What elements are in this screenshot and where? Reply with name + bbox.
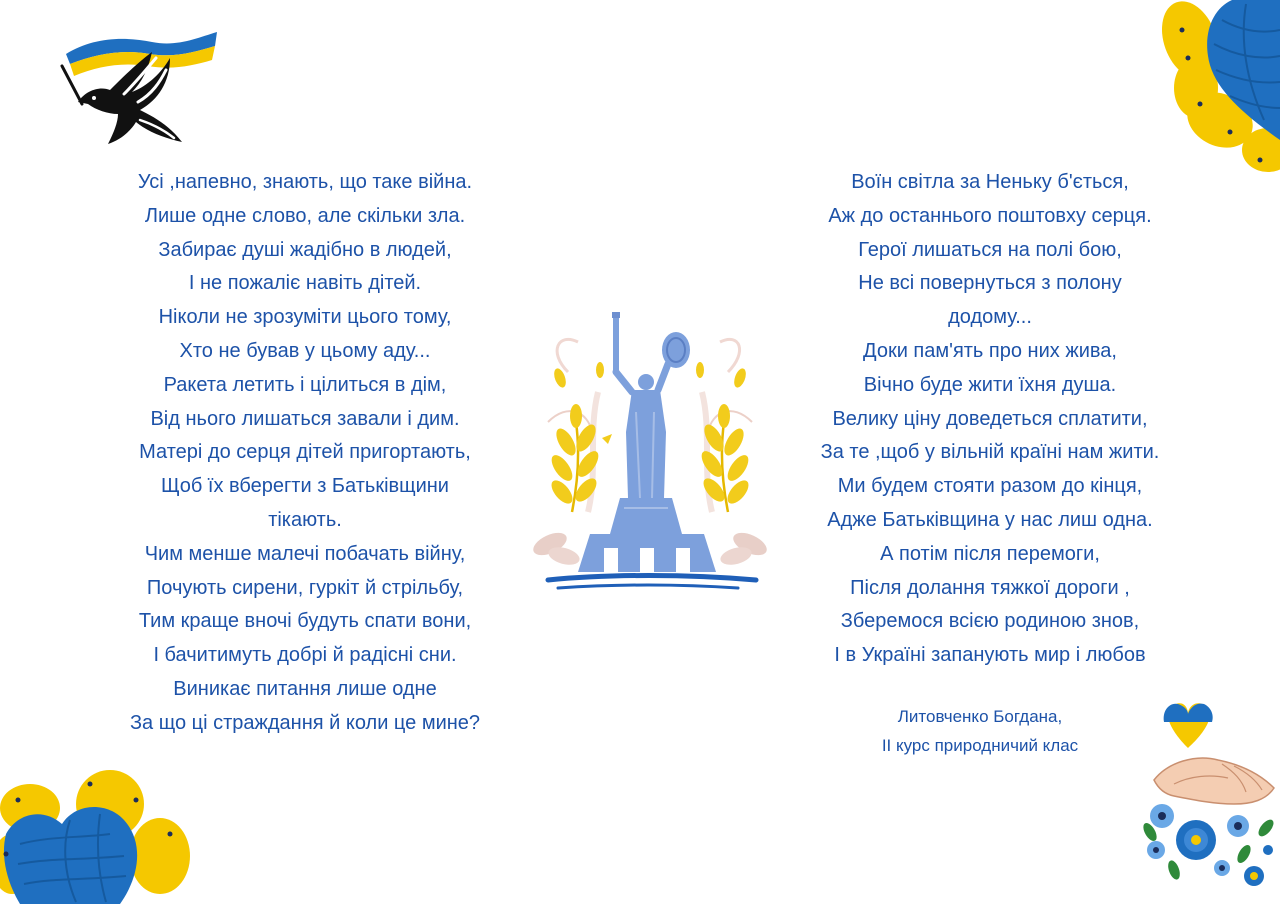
- signature: [820, 702, 1140, 760]
- dove-with-flag-icon: [52, 24, 227, 154]
- poem-line: Не всі повернуться з полону: [858, 272, 1122, 295]
- poem-line: І в Україні запанують мир і любов: [834, 644, 1146, 667]
- yarn-heart-icon: [0, 764, 190, 904]
- poem-line: Забирає душі жадібно в людей,: [158, 238, 452, 261]
- author-class: ІІ курс природничий клас: [881, 736, 1079, 755]
- hands-holding-heart-icon: [1134, 700, 1280, 890]
- poem-left: [60, 166, 550, 741]
- poem-line: Хто не бував у цьому аду...: [179, 339, 431, 362]
- poem-line: Герої лишаться на полі бою,: [858, 238, 1122, 261]
- poem-line: Чим менше малечі побачать війну,: [144, 542, 466, 565]
- poem-line: Виникає питання лише одне: [173, 677, 437, 700]
- poem-line: Доки пам'ять про них жива,: [863, 339, 1117, 362]
- poem-line: За що ці страждання й коли це мине?: [129, 711, 481, 734]
- poem-line: Матері до серця дітей пригортають,: [139, 441, 471, 464]
- poem-line: Почують сирени, гуркіт й стрільбу,: [146, 576, 464, 599]
- poem-line: Після долання тяжкої дороги ,: [850, 576, 1130, 599]
- poem-line: Зберемося всією родиною знов,: [840, 610, 1140, 633]
- poem-line: додому...: [948, 306, 1032, 329]
- motherland-monument-icon: [528, 312, 772, 594]
- poem-line: тікають.: [268, 508, 342, 531]
- poem-line: Усі ,напевно, знають, що таке війна.: [137, 171, 473, 193]
- poem-line: За те ,щоб у вільній країні нам жити.: [820, 441, 1160, 464]
- poem-line: Лише одне слово, але скільки зла.: [144, 204, 466, 227]
- poem-line: Велику ціну доведеться сплатити,: [832, 407, 1148, 430]
- poem-line: Від нього лишаться завали і дим.: [150, 407, 460, 430]
- poem-line: А потім після перемоги,: [880, 542, 1100, 565]
- poem-line: Ніколи не зрозуміти цього тому,: [158, 306, 452, 329]
- yarn-heart-icon: [1160, 0, 1280, 172]
- poem-line: Вічно буде жити їхня душа.: [863, 373, 1117, 396]
- author-name: Литовченко Богдана,: [897, 707, 1063, 726]
- poem-line: Аж до останнього поштовху серця.: [828, 204, 1152, 227]
- poem-line: І не пожаліє навіть дітей.: [188, 272, 422, 295]
- poem-line: І бачитимуть добрі й радісні сни.: [153, 644, 457, 667]
- poem-line: Адже Батьківщина у нас лиш одна.: [827, 508, 1153, 531]
- poem-line: Ми будем стояти разом до кінця,: [837, 475, 1143, 498]
- poem-line: Тим краще вночі будуть спати вони,: [138, 610, 472, 633]
- poem-line: Щоб їх вберегти з Батьківщини: [161, 475, 449, 498]
- poem-line: Воїн світла за Неньку б'ється,: [851, 171, 1129, 193]
- poem-right: [760, 166, 1220, 673]
- poem-line: Ракета летить і цілиться в дім,: [163, 373, 447, 396]
